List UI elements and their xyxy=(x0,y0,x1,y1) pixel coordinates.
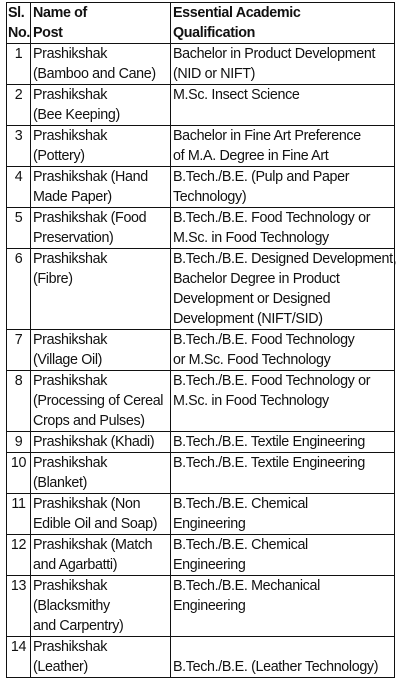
header-post xyxy=(31,3,171,44)
qualification-line: B.Tech./B.E. (Pulp and Paper xyxy=(173,169,350,185)
post-cell xyxy=(31,208,171,249)
post-line: Prashikshak xyxy=(33,332,108,348)
post-line: (Bamboo and Cane) xyxy=(33,66,156,82)
header-line: Name of xyxy=(33,5,87,21)
sl-no-cell: 3 xyxy=(7,126,31,167)
qualification-line: B.Tech./B.E. (Leather Technology) xyxy=(173,659,379,675)
post-line: and Carpentry) xyxy=(33,618,124,634)
sl-no-cell: 7 xyxy=(7,330,31,371)
post-line: Prashikshak xyxy=(33,373,108,389)
post-line: Prashikshak xyxy=(33,578,108,594)
table-row xyxy=(7,576,395,637)
qualification-line: B.Tech./B.E. Textile Engineering xyxy=(173,455,365,471)
post-cell xyxy=(31,44,171,85)
table-row xyxy=(7,85,395,126)
qualification-line: B.Tech./B.E. Textile Engineering xyxy=(173,434,365,450)
sl-no-cell: 6 xyxy=(7,249,31,330)
qualification-cell xyxy=(171,126,395,167)
qualification-cell xyxy=(171,167,395,208)
sl-no-cell: 2 xyxy=(7,85,31,126)
qualification-line: Development (NIFT/SID) xyxy=(173,311,323,327)
footer-note xyxy=(6,657,394,677)
qualification-line: B.Tech./B.E. Chemical xyxy=(173,537,308,553)
table-row xyxy=(7,453,395,494)
post-cell xyxy=(31,576,171,637)
post-line: Prashikshak xyxy=(33,128,108,144)
qualification-cell xyxy=(171,85,395,126)
qualification-line: B.Tech./B.E. Chemical xyxy=(173,496,308,512)
post-cell xyxy=(31,453,171,494)
qualification-line: M.Sc. in Food Technology xyxy=(173,393,329,409)
qualification-line: Bachelor in Fine Art Preference xyxy=(173,128,361,144)
sl-no-cell: 12 xyxy=(7,535,31,576)
qualification-line: B.Tech./B.E. Designed Development, xyxy=(173,251,397,267)
qualification-cell xyxy=(171,371,395,432)
table-row xyxy=(7,371,395,432)
table-row xyxy=(7,208,395,249)
qualification-cell xyxy=(171,453,395,494)
qualification-line: M.Sc. Insect Science xyxy=(173,87,300,103)
post-line: Prashikshak xyxy=(33,251,108,267)
header-row xyxy=(7,3,395,44)
qualification-line: Development or Designed xyxy=(173,291,331,307)
table-row xyxy=(7,167,395,208)
sl-no-cell: 10 xyxy=(7,453,31,494)
qualification-line: Technology) xyxy=(173,189,247,205)
post-cell xyxy=(31,494,171,535)
sl-no-cell: 14 xyxy=(7,637,31,678)
table-row xyxy=(7,330,395,371)
post-line: (Pottery) xyxy=(33,148,85,164)
post-line: Prashikshak (Hand xyxy=(33,169,148,185)
qualification-cell xyxy=(171,535,395,576)
post-line: Edible Oil and Soap) xyxy=(33,516,158,532)
qualification-line: (NID or NIFT) xyxy=(173,66,256,82)
qualification-cell xyxy=(171,330,395,371)
qualification-cell xyxy=(171,208,395,249)
header-sl-no xyxy=(7,3,31,44)
post-line: Prashikshak xyxy=(33,639,108,655)
header-line: Sl. xyxy=(8,5,25,21)
qualification-line: B.Tech./B.E. Food Technology xyxy=(173,332,355,348)
post-line: Prashikshak xyxy=(33,455,108,471)
header-line: Post xyxy=(33,25,63,41)
post-line: Prashikshak xyxy=(33,87,108,103)
post-cell xyxy=(31,535,171,576)
qualification-line: Engineering xyxy=(173,516,246,532)
header-line: No. xyxy=(8,25,30,41)
table-row xyxy=(7,535,395,576)
qualification-line: B.Tech./B.E. Food Technology or xyxy=(173,210,371,226)
table-row xyxy=(7,494,395,535)
sl-no-cell: 4 xyxy=(7,167,31,208)
post-line: Preservation) xyxy=(33,230,114,246)
post-cell xyxy=(31,126,171,167)
qualification-cell xyxy=(171,44,395,85)
post-cell xyxy=(31,167,171,208)
header-line: Essential Academic xyxy=(173,5,301,21)
sl-no-cell: 8 xyxy=(7,371,31,432)
qualification-line: of M.A. Degree in Fine Art xyxy=(173,148,329,164)
sl-no-cell: 13 xyxy=(7,576,31,637)
post-cell xyxy=(31,249,171,330)
qualification-line: B.Tech./B.E. Food Technology or xyxy=(173,373,371,389)
post-cell xyxy=(31,85,171,126)
qualification-table xyxy=(6,2,395,678)
qualification-cell xyxy=(171,432,395,453)
qualification-cell xyxy=(171,576,395,637)
qualification-line: Bachelor in Product Development xyxy=(173,46,376,62)
table-body xyxy=(7,44,395,678)
post-line: (Leather) xyxy=(33,659,88,675)
header-line: Qualification xyxy=(173,25,256,41)
table-header xyxy=(7,3,395,44)
post-line: and Agarbatti) xyxy=(33,557,118,573)
qualification-line: M.Sc. in Food Technology xyxy=(173,230,329,246)
post-line: (Blacksmithy xyxy=(33,598,110,614)
post-line: (Blanket) xyxy=(33,475,88,491)
sl-no-cell: 9 xyxy=(7,432,31,453)
post-line: (Processing of Cereal xyxy=(33,393,164,409)
post-line: Prashikshak (Non xyxy=(33,496,141,512)
post-line: Crops and Pulses) xyxy=(33,413,145,429)
qualification-cell xyxy=(171,494,395,535)
post-cell xyxy=(31,432,171,453)
post-line: Prashikshak (Match xyxy=(33,537,153,553)
post-line: (Bee Keeping) xyxy=(33,107,120,123)
table-row xyxy=(7,432,395,453)
post-line: (Fibre) xyxy=(33,271,73,287)
post-line: Prashikshak (Khadi) xyxy=(33,434,155,450)
post-line: (Village Oil) xyxy=(33,352,103,368)
header-qualification xyxy=(171,3,395,44)
sl-no-cell: 1 xyxy=(7,44,31,85)
qualification-line xyxy=(173,637,392,657)
qualification-line: or M.Sc. Food Technology xyxy=(173,352,331,368)
table-row xyxy=(7,249,395,330)
post-line: Prashikshak (Food xyxy=(33,210,147,226)
post-line: Made Paper) xyxy=(33,189,112,205)
qualification-line: B.Tech./B.E. Mechanical xyxy=(173,578,320,594)
table-row xyxy=(7,126,395,167)
post-cell xyxy=(31,371,171,432)
sl-no-cell: 5 xyxy=(7,208,31,249)
post-cell xyxy=(31,330,171,371)
post-line: Prashikshak xyxy=(33,46,108,62)
qualification-line: Bachelor Degree in Product xyxy=(173,271,340,287)
table-row xyxy=(7,44,395,85)
sl-no-cell: 11 xyxy=(7,494,31,535)
qualification-line: Engineering xyxy=(173,557,246,573)
qualification-cell xyxy=(171,249,395,330)
qualification-line: Engineering xyxy=(173,598,246,614)
